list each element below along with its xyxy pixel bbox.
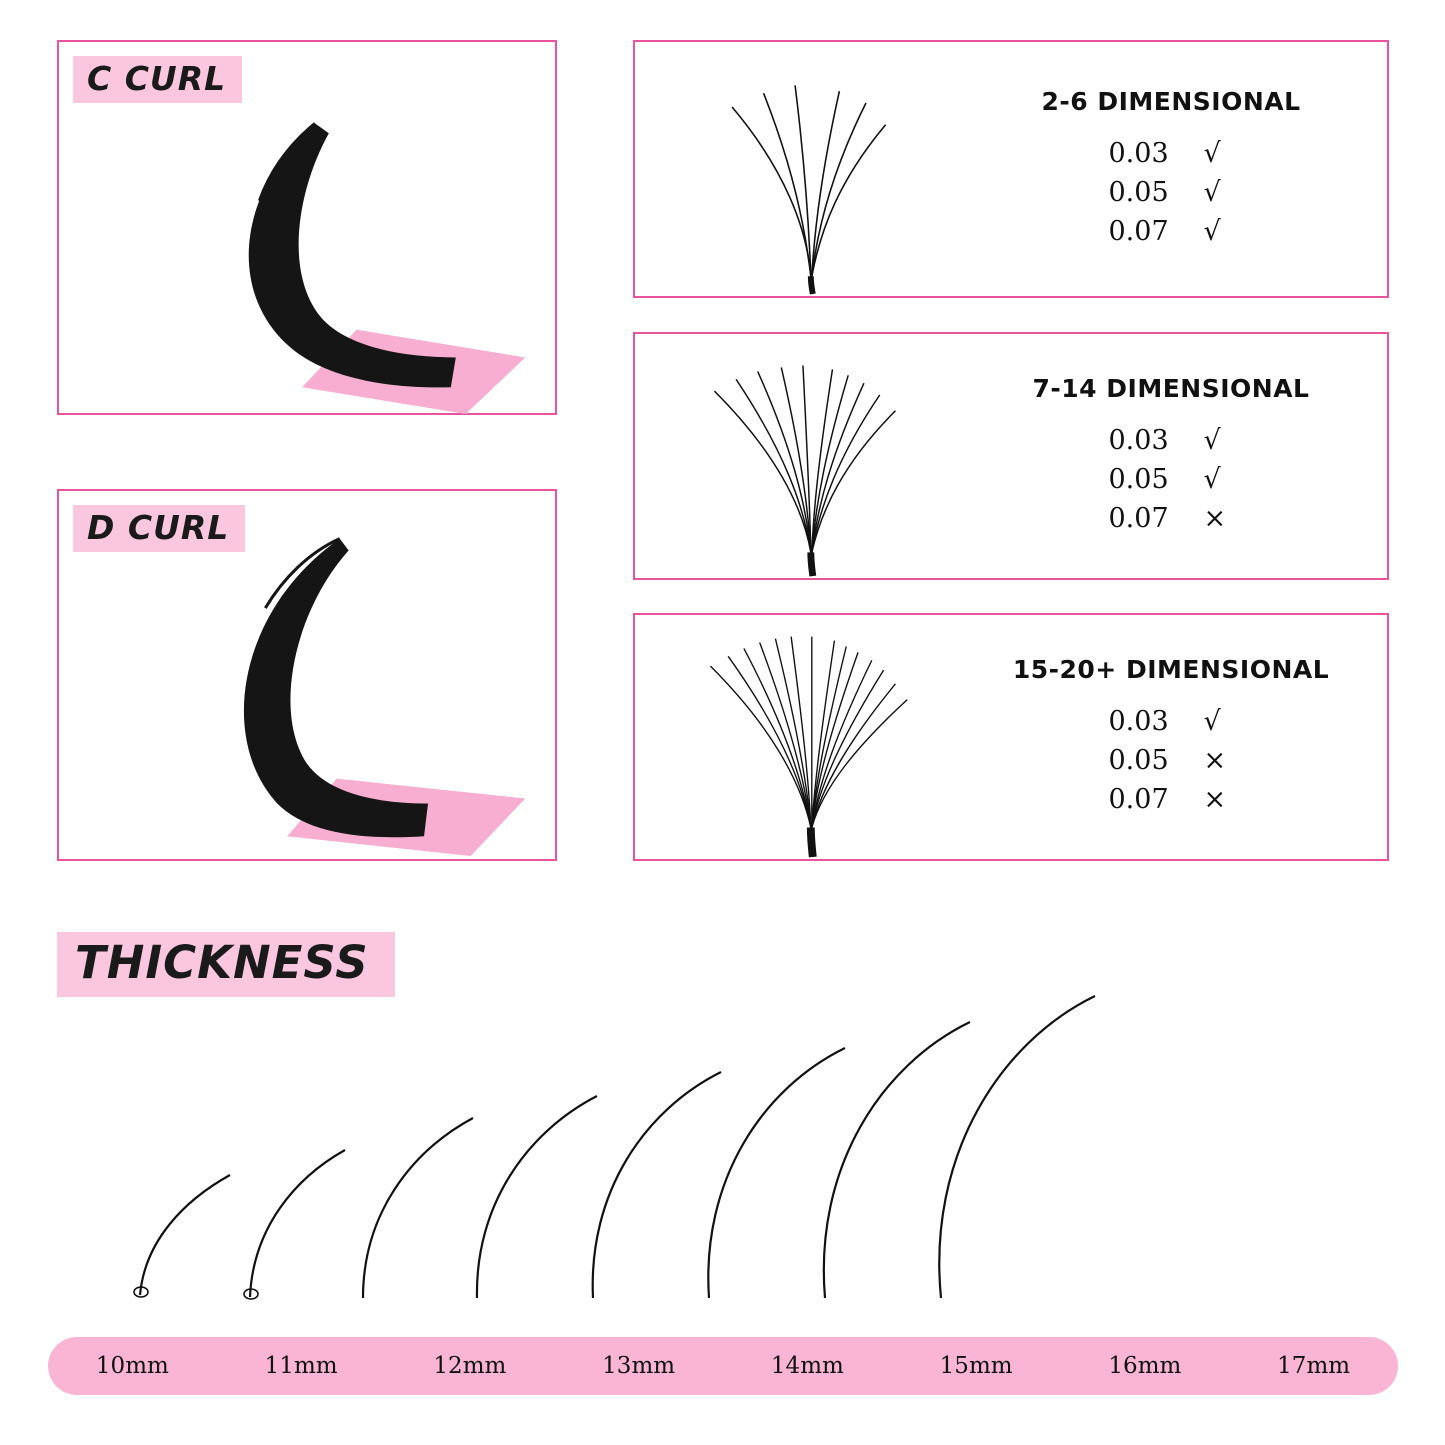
dimension-text-7-14 [965, 374, 1387, 538]
availability-mark: × [1203, 503, 1227, 535]
length-label-14mm: 14mm [770, 1353, 844, 1379]
dimension-text-2-6 [965, 87, 1387, 251]
d-curl-panel [57, 489, 557, 861]
dimension-row [1109, 499, 1234, 538]
length-label-12mm: 12mm [433, 1353, 507, 1379]
availability-mark: × [1203, 744, 1227, 776]
dimension-rows [1109, 134, 1234, 251]
dimension-row [1109, 134, 1234, 173]
length-label-11mm: 11mm [264, 1353, 338, 1379]
fan-base [811, 276, 813, 294]
thickness-value: 0.05 [1108, 176, 1169, 208]
lash-curve-13mm [477, 1096, 597, 1298]
thickness-value: 0.05 [1108, 744, 1169, 776]
dimension-title: 7-14 DIMENSIONAL [1032, 373, 1310, 403]
dimension-row [1109, 212, 1234, 251]
lash-curve-17mm [939, 996, 1095, 1298]
length-label-10mm: 10mm [95, 1353, 169, 1379]
dimension-row [1109, 460, 1234, 499]
fan-illustration-6d [635, 42, 965, 296]
thickness-value: 0.05 [1108, 463, 1169, 495]
fan-illustration-14d [635, 334, 965, 578]
length-label-17mm: 17mm [1277, 1353, 1351, 1379]
fan-illustration-20d [635, 615, 965, 859]
dimension-row [1109, 421, 1234, 460]
thickness-value: 0.03 [1108, 137, 1169, 169]
availability-mark: √ [1203, 705, 1221, 737]
availability-mark: √ [1203, 216, 1221, 248]
availability-mark: √ [1203, 137, 1221, 169]
thickness-value: 0.03 [1108, 424, 1169, 456]
dimension-rows [1109, 421, 1234, 538]
thickness-value: 0.07 [1108, 503, 1169, 535]
dimension-row [1109, 780, 1234, 819]
length-label-13mm: 13mm [602, 1353, 676, 1379]
d-curl-illustration [59, 491, 555, 860]
lash-curve-11mm [250, 1150, 345, 1297]
lash-curve-16mm [824, 1022, 970, 1298]
length-label-16mm: 16mm [1108, 1353, 1182, 1379]
dimension-panel-2-6 [633, 40, 1389, 298]
length-label-15mm: 15mm [939, 1353, 1013, 1379]
lash-curve-10mm [140, 1175, 230, 1295]
dimension-title: 15-20+ DIMENSIONAL [1012, 654, 1330, 684]
dimension-text-15-20 [965, 655, 1387, 819]
dimension-row [1109, 702, 1234, 741]
c-curl-panel [57, 40, 557, 415]
d-curl-label: D CURL [73, 505, 245, 552]
dimension-title: 2-6 DIMENSIONAL [1041, 86, 1301, 116]
dimension-row [1109, 173, 1234, 212]
dimension-rows [1109, 702, 1234, 819]
length-scale-bar [48, 1337, 1398, 1395]
thickness-value: 0.07 [1108, 784, 1169, 816]
availability-mark: × [1203, 784, 1227, 816]
fan-base [811, 552, 813, 576]
dimension-row [1109, 741, 1234, 780]
c-curl-illustration [59, 42, 555, 414]
availability-mark: √ [1203, 176, 1221, 208]
lash-length-illustration [45, 960, 1400, 1330]
c-curl-label: C CURL [73, 56, 242, 103]
lash-curve-12mm [363, 1118, 473, 1298]
dimension-panel-15-20 [633, 613, 1389, 861]
availability-mark: √ [1203, 463, 1221, 495]
thickness-label: THICKNESS [57, 932, 395, 997]
lash-curve-14mm [593, 1072, 721, 1298]
thickness-value: 0.07 [1108, 216, 1169, 248]
dimension-panel-7-14 [633, 332, 1389, 580]
availability-mark: √ [1203, 424, 1221, 456]
thickness-value: 0.03 [1108, 705, 1169, 737]
fan-base [811, 828, 813, 858]
